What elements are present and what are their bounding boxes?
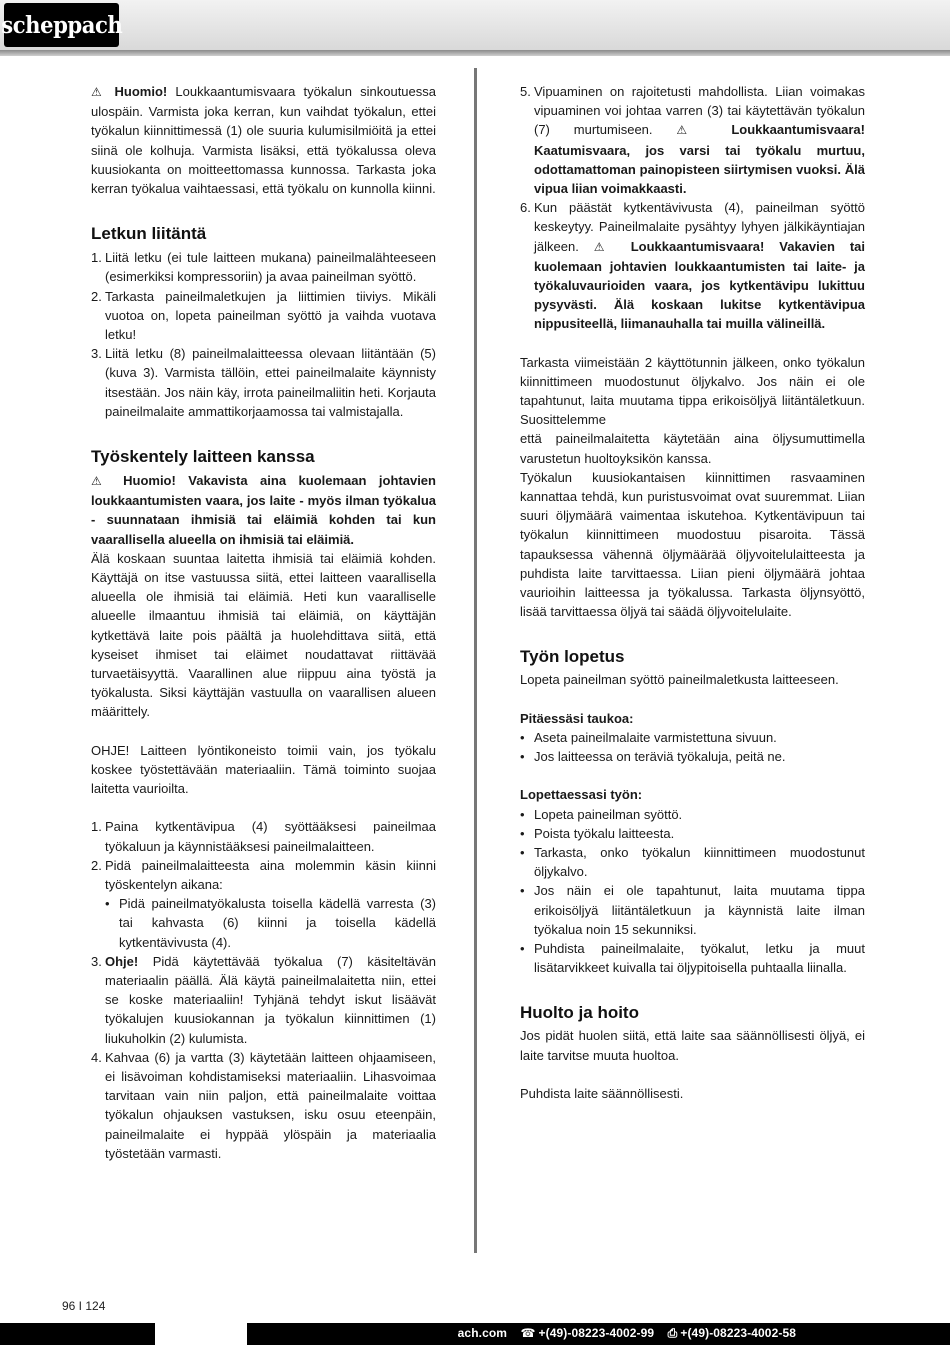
list-item: • Puhdista paineilmalaite, työkalut, letku ja muut lisätarvikkeet kuivalla tai öljypitoisella puhtaalla liinalla.: [520, 939, 865, 977]
warning-triangle-icon: ⚠: [593, 239, 616, 254]
work-text: Älä koskaan suuntaa laitetta ihmisiä tai eläimiä kohden. Käyttäjä on itse vastuussa siitä, ettei laitteen vaarallisella alueella ole ihmisiä tai eläimiä. Heti kun vaaralliselle alueelle ilmaantuu ihmisiä tai eläimiä, on käyttäjän kytkettävä laite pois päältä ja huolehdittava siitä, että kyseiset ihmiset tai eläimet noudattavat riittävää turvaetäisyyttä. Vaarallinen alue riippuu aina työstä ja työkalusta. Siksi käyttäjän vastuulla on vaarallisen alueen määrittely.: [91, 550, 436, 720]
list-item: • Jos laitteessa on teräviä työkaluja, peitä ne.: [520, 747, 865, 766]
footer-contact: [458, 1326, 796, 1341]
list-item: • Lopeta paineilman syöttö.: [520, 805, 865, 824]
list-item: [91, 287, 436, 345]
section-heading-care: Huolto ja hoito: [520, 1003, 639, 1023]
warning-label: Huomio!: [114, 84, 168, 99]
list-item: • Aseta paineilmalaite varmistettuna sivuun.: [520, 728, 865, 747]
warning-triangle-icon: ⚠: [91, 85, 107, 99]
fax-icon: ⎙: [667, 1326, 678, 1340]
list-item: [91, 856, 436, 952]
right-column: [520, 82, 865, 1103]
item-warning: Loukkaantumisvaara! Kaatumisvaara, jos varsi tai työkalu murtuu, odottamattoman painopisteen siirtymisen vuoksi. Älä vipua liian voimakkaasti.: [534, 122, 865, 197]
oil-paragraph-2: että paineilmalaitetta käytetään aina öljysumuttimella varustetun huoltoyksikön kanssa.: [520, 431, 865, 466]
work-note: OHJE! Laitteen lyöntikoneisto toimii vain, jos työkalu koskee työstettävään materiaaliin. Tämä toiminto suojaa laitetta vaurioilta.: [91, 742, 436, 797]
warning-triangle-icon: ⚠: [91, 474, 111, 489]
footer-gap: [155, 1323, 247, 1345]
footer-fax: +(49)-08223-4002-58: [680, 1326, 796, 1340]
item-number: 4.: [91, 1049, 102, 1065]
list-item: [91, 1048, 436, 1163]
item-text: Liitä letku (ei tule laitteen mukana) paineilmalähteeseen (esimerkiksi kompressoriin) ja avaa paineilman syöttö.: [105, 250, 436, 285]
work-warning-text: Huomio! Vakavista aina kuolemaan johtavien loukkaantumisten vaara, jos laite - myös ilman työkalua - suunnataan ihmisiä tai eläimiä kohden tai kun vaarallisella alueella on ihmisiä tai eläimiä.: [91, 473, 436, 547]
intro-warning: [91, 82, 436, 198]
work-steps: [91, 817, 436, 1163]
item-bold-label: Ohje!: [105, 953, 139, 969]
item-number: 2.: [91, 288, 102, 304]
item-text: Pidä käytettävää työkalua (7) käsiteltävän materiaalin päällä. Älä käytä paineilmalaitetta niin, ettei se koske materiaaliin! Tyhjänä tehdyt iskut lisäävät työkalujen kuusiokannan ja työkalun kiinnittimen (1) liukuholkin (2) kulumista.: [105, 953, 436, 1046]
pause-title: Pitäessäsi taukoa:: [520, 710, 634, 726]
item-number: 3.: [91, 953, 102, 969]
stop-list: [520, 805, 865, 978]
sub-list: [105, 894, 436, 952]
oil-paragraph-3: Työkalun kuusiokantaisen kiinnittimen rasvaaminen kannattaa tehdä, kun puristusvoimat ovat suuremmat. Liian suuri öljymäärä vaimentaa iskutehoa. Kytkentävipuun tai työkalun kiinnittimeen muodostuu pisaroita. Tässä tapauksessa vähennä öljymäärää öljyvoitelulaitteesta ja puhdista laite tarvittaessa. Liian pieni öljymäärä johtaa vaurioihin laitteessa ja työkalussa. Tarkasta öljynsyöttö, lisää tarvittaessa öljyä tai säädä öljyvoitelulaite.: [520, 469, 865, 620]
list-item: [91, 344, 436, 421]
item-number: 3.: [91, 346, 102, 362]
list-item: [91, 952, 436, 1048]
brand-logo: [0, 3, 123, 47]
header-band: [0, 0, 950, 50]
pause-list: [520, 728, 865, 766]
item-number: 5.: [520, 84, 531, 99]
footer-phone: +(49)-08223-4002-99: [538, 1326, 655, 1340]
phone-icon: ☎: [520, 1326, 536, 1340]
left-column: [91, 82, 436, 1163]
item-text: Liitä letku (8) paineilmalaitteessa olevaan liitäntään (5) (kuva 3). Varmista tällöin, ettei paineilmalaite käynnisty itsestään. Jos näin käy, irrota paineilmaliitin heti. Korjauta paineilmalaite ammattikorjaamossa tai valmistajalla.: [105, 346, 436, 419]
brand-logo-text: scheppach: [0, 11, 123, 39]
item-number: 1.: [91, 250, 102, 266]
item-warning: Loukkaantumisvaara! Vakavien tai kuolemaan johtavien loukkaantumisten tai laite- ja työkaluvaurioiden vaara, jos kytkentävipu lukittuu pysyvästi. Älä koskaan lukitse kytkentävipua nippusiteellä, liimanauhalla tai muilla välineillä.: [534, 238, 865, 332]
item-number: 2.: [91, 857, 102, 873]
column-divider: [474, 68, 477, 1253]
list-item: [91, 248, 436, 286]
item-text: Kahvaa (6) ja vartta (3) käytetään laitteen ohjaamiseen, ei lisävoiman kohdistamiseksi materiaaliin. Lihasvoimaa tarvitaan vain niin paljon, että paineilmalaite voittaa työkalun ohjauksen vastuksen, isku osuu eteenpäin, paineilmalaite ei hyppää ylöspäin ja materiaalia työstetään varmasti.: [105, 1049, 436, 1161]
item-text: Vipuaminen on rajoitetusti mahdollista. Liian voimakas vipuaminen voi johtaa varren (3) tai käytettävän työkalun (7) murtumiseen.: [534, 84, 865, 138]
item-number: 1.: [91, 819, 102, 835]
sub-list-item: • Pidä paineilmatyökalusta toisella kädellä varresta (3) tai kahvasta (6) kiinni ja toisella kädellä kytkentävivusta (4).: [105, 894, 436, 952]
item-number: 6.: [520, 200, 531, 216]
item-text: Tarkasta paineilmaletkujen ja liittimien tiiviys. Mikäli vuotoa on, lopeta paineilman syöttö ja vaihda vuotava letku!: [105, 288, 436, 343]
work-warning: [91, 471, 436, 549]
end-text: Lopeta paineilman syöttö paineilmaletkusta laitteeseen.: [520, 672, 839, 688]
stop-title: Lopettaessasi työn:: [520, 787, 643, 803]
list-item: • Tarkasta, onko työkalun kiinnittimeen muodostunut öljykalvo.: [520, 843, 865, 881]
list-item: [520, 82, 865, 198]
work-steps-continued: [520, 82, 865, 334]
item-text: Kun päästät kytkentävivusta (4), paineilman syöttö keskeytyy. Paineilmalaite pysähtyy lyhyen jälkikäyntiajan jälkeen.: [534, 200, 865, 254]
list-item: [520, 198, 865, 333]
care-text: Jos pidät huolen siitä, että laite saa säännöllisesti öljyä, ei laite tarvitse muuta huoltoa.: [520, 1028, 865, 1063]
oil-paragraph-1: Tarkasta viimeistään 2 käyttötunnin jälkeen, onko työkalun kiinnittimeen muodostunut öljykalvo. Jos näin ei ole tapahtunut, laita muutama tippa erikoisöljyä liitäntäletkuun. Suosittelemme: [520, 354, 865, 428]
header-rule: [0, 50, 950, 56]
intro-text: Loukkaantumisvaara työkalun sinkoutuessa ulospäin. Varmista joka kerran, kun vaihdat työkalun, ettei työkalun kiinnittimessä (1) ole suuria kulumisilmiöitä ja ettei siinä ole kolhuja. Varmista lisäksi, että työkalussa oleva kuusiokanta on moitteettomassa kunnossa. Tarkasta joka kerran työkalua vaihtaessasi, että työkalu on kunnolla kiinni.: [91, 84, 436, 197]
care-text-2: Puhdista laite säännöllisesti.: [520, 1085, 684, 1101]
list-item: • Poista työkalu laitteesta.: [520, 824, 865, 843]
hose-steps: [91, 248, 436, 421]
footer-web: ach.com: [457, 1326, 508, 1340]
warning-triangle-icon: ⚠: [676, 123, 708, 138]
section-heading-hose: Letkun liitäntä: [91, 224, 207, 244]
page-number: 96 I 124: [62, 1299, 106, 1313]
item-text: Pidä paineilmalaitteesta aina molemmin käsin kiinni työskentelyn aikana:: [105, 857, 436, 892]
section-heading-end: Työn lopetus: [520, 647, 625, 667]
section-heading-work: Työskentely laitteen kanssa: [91, 447, 315, 467]
list-item: [91, 817, 436, 855]
item-text: Paina kytkentävipua (4) syöttääksesi paineilmaa työkaluun ja käynnistääksesi paineilmalaitteen.: [105, 819, 436, 854]
list-item: • Jos näin ei ole tapahtunut, laita muutama tippa erikoisöljyä liitäntäletkuun ja käynnistä laite ilman työkalua noin 15 sekunniksi.: [520, 881, 865, 939]
